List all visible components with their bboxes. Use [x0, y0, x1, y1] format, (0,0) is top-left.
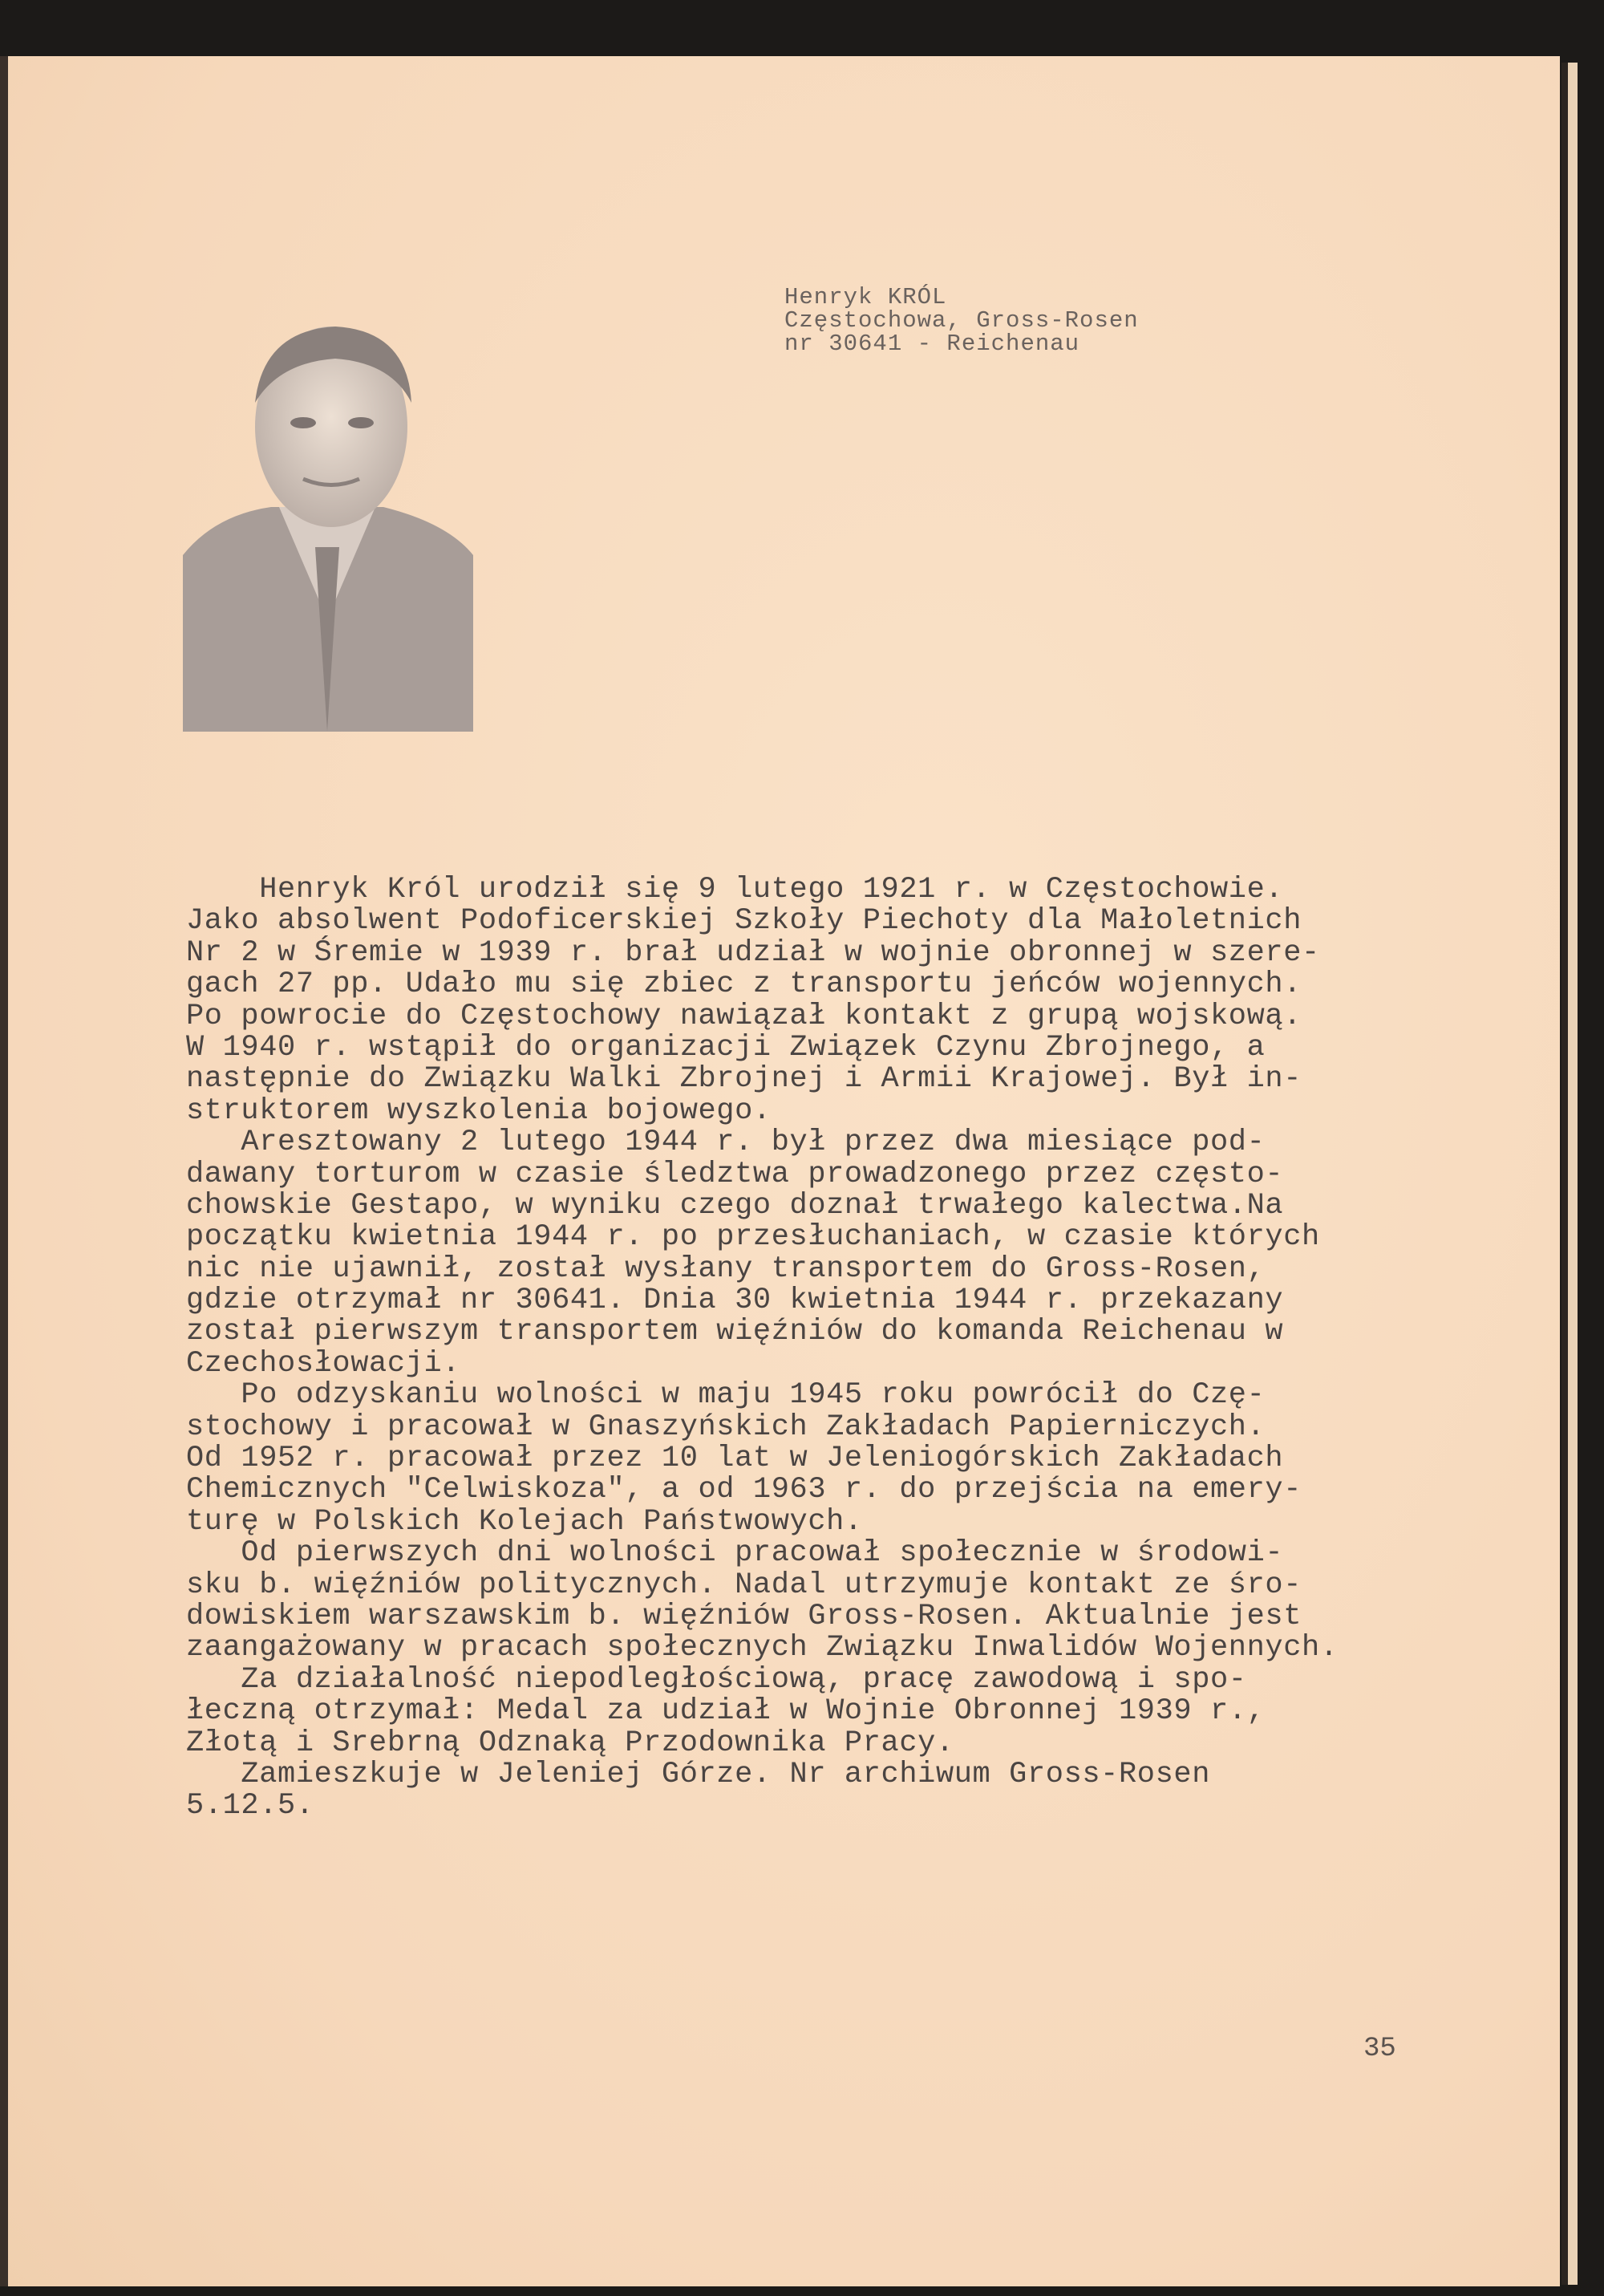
text-line: nic nie ujawnił, został wysłany transportem do Gross-Rosen, — [186, 1251, 1266, 1286]
text-line: został pierwszym transportem więźniów do komanda Reichenau w — [186, 1315, 1284, 1349]
text-line: łeczną otrzymał: Medal za udział w Wojnie Obronnej 1939 r., — [186, 1694, 1266, 1729]
text-line: Za działalność niepodległościową, pracę zawodową i spo- — [186, 1662, 1247, 1697]
text-line: Złotą i Srebrną Odznaką Przodownika Pracy. — [186, 1726, 954, 1760]
text-line: gach 27 pp. Udało mu się zbiec z transportu jeńców wojennych. — [186, 967, 1302, 1002]
text-line: Zamieszkuje w Jeleniej Górze. Nr archiwum Gross-Rosen — [186, 1757, 1211, 1791]
text-line: Chemicznych "Celwiskoza", a od 1963 r. do przejścia na emery- — [186, 1473, 1302, 1507]
text-line: stochowy i pracował w Gnaszyńskich Zakładach Papierniczych. — [186, 1410, 1266, 1444]
text-line: struktorem wyszkolenia bojowego. — [186, 1093, 772, 1128]
text-line: początku kwietnia 1944 r. po przesłuchaniach, w czasie których — [186, 1220, 1320, 1255]
text-line: 5.12.5. — [186, 1789, 314, 1823]
biography-text — [186, 874, 1339, 1823]
person-name: Henryk KRÓL — [784, 284, 947, 310]
text-line: zaangażowany w pracach społecznych Związku Inwalidów Wojennych. — [186, 1631, 1339, 1665]
portrait-photo — [183, 314, 473, 732]
text-line: W 1940 r. wstąpił do organizacji Związek Czynu Zbrojnego, a — [186, 1030, 1266, 1065]
page-edge-right — [1561, 63, 1578, 2285]
text-line: gdzie otrzymał nr 30641. Dnia 30 kwietnia 1944 r. przekazany — [186, 1284, 1284, 1318]
text-line: Po odzyskaniu wolności w maju 1945 roku powrócił do Czę- — [186, 1378, 1266, 1413]
text-line: następnie do Związku Walki Zbrojnej i Armii Krajowej. Był in- — [186, 1062, 1302, 1097]
text-line: chowskie Gestapo, w wyniku czego doznał trwałego kalectwa.Na — [186, 1188, 1284, 1223]
text-line: dowiskiem warszawskim b. więźniów Gross-Rosen. Aktualnie jest — [186, 1599, 1302, 1633]
person-header — [784, 286, 1139, 355]
page-number: 35 — [1363, 2034, 1396, 2064]
text-line: Aresztowany 2 lutego 1944 r. był przez dwa miesiące pod- — [186, 1126, 1266, 1160]
text-line: Czechosłowacji. — [186, 1346, 461, 1381]
page-binding-left — [0, 56, 8, 2286]
text-line: sku b. więźniów politycznych. Nadal utrzymuje kontakt ze śro- — [186, 1568, 1302, 1602]
text-line: Od 1952 r. pracował przez 10 lat w Jeleniogórskich Zakładach — [186, 1442, 1284, 1476]
text-line: Po powrocie do Częstochowy nawiązał kontakt z grupą wojskową. — [186, 999, 1302, 1033]
person-places: Częstochowa, Gross-Rosen — [784, 307, 1139, 334]
text-line: dawany torturom w czasie śledztwa prowadzonego przez często- — [186, 1157, 1284, 1191]
text-line: Od pierwszych dni wolności pracował społecznie w środowi- — [186, 1536, 1284, 1571]
prisoner-number: nr 30641 - Reichenau — [784, 331, 1080, 357]
text-line: Nr 2 w Śremie w 1939 r. brał udział w wojnie obronnej w szere- — [186, 935, 1320, 970]
text-line: Jako absolwent Podoficerskiej Szkoły Piechoty dla Małoletnich — [186, 904, 1302, 939]
text-line: Henryk Król urodził się 9 lutego 1921 r. w Częstochowie. — [186, 873, 1284, 907]
text-line: turę w Polskich Kolejach Państwowych. — [186, 1504, 863, 1539]
